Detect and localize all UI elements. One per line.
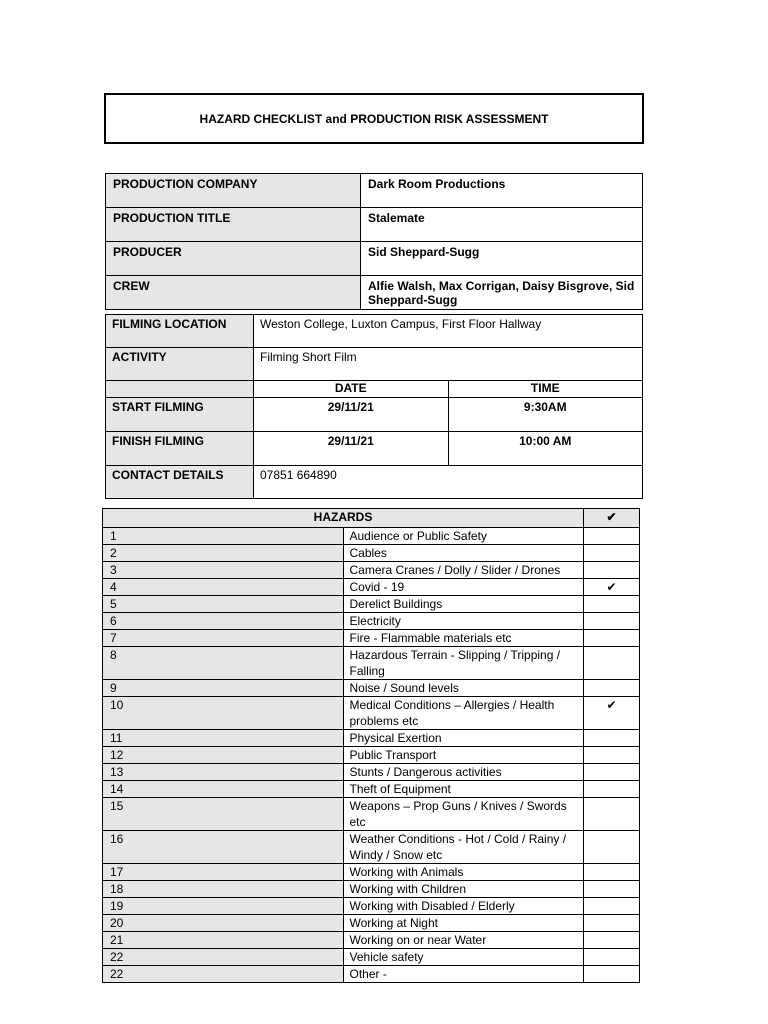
hazard-row — [103, 898, 640, 915]
activity-value: Filming Short Film — [254, 348, 643, 381]
hazard-check-cell — [584, 747, 640, 764]
hazard-check-cell — [584, 915, 640, 932]
hazard-check-cell — [584, 781, 640, 798]
hazard-number: 20 — [103, 915, 344, 932]
hazard-check-cell — [584, 613, 640, 630]
hazard-row — [103, 764, 640, 781]
hazard-description: Weapons – Prop Guns / Knives / Swords etc — [343, 798, 584, 831]
crew-value: Alfie Walsh, Max Corrigan, Daisy Bisgrove, Sid Sheppard-Sugg — [361, 276, 643, 310]
hazard-description: Derelict Buildings — [343, 596, 584, 613]
hazard-check-cell — [584, 680, 640, 697]
hazard-description: Theft of Equipment — [343, 781, 584, 798]
date-header: DATE — [254, 381, 449, 398]
start-filming-row — [106, 398, 643, 432]
hazard-number: 13 — [103, 764, 344, 781]
hazards-header-row — [103, 509, 640, 528]
hazard-description: Cables — [343, 545, 584, 562]
hazard-number: 14 — [103, 781, 344, 798]
hazards-table — [102, 508, 640, 983]
hazard-description: Other - — [343, 966, 584, 983]
finish-time: 10:00 AM — [448, 432, 643, 466]
hazard-check-cell — [584, 798, 640, 831]
hazard-description: Vehicle safety — [343, 949, 584, 966]
hazard-number: 8 — [103, 647, 344, 680]
production-row — [106, 242, 643, 276]
hazard-description: Public Transport — [343, 747, 584, 764]
producer-label: PRODUCER — [106, 242, 361, 276]
hazard-description: Fire - Flammable materials etc — [343, 630, 584, 647]
start-date: 29/11/21 — [254, 398, 449, 432]
hazard-check-cell — [584, 831, 640, 864]
hazard-description: Working with Children — [343, 881, 584, 898]
hazard-check-cell — [584, 545, 640, 562]
contact-details-row — [106, 466, 643, 499]
start-filming-label: START FILMING — [106, 398, 254, 432]
hazard-number: 11 — [103, 730, 344, 747]
hazard-number: 17 — [103, 864, 344, 881]
hazard-number: 12 — [103, 747, 344, 764]
production-company-value: Dark Room Productions — [361, 174, 643, 208]
hazard-row — [103, 579, 640, 596]
producer-value: Sid Sheppard-Sugg — [361, 242, 643, 276]
crew-label: CREW — [106, 276, 361, 310]
finish-filming-row — [106, 432, 643, 466]
header-spacer — [106, 381, 254, 398]
hazard-check-cell — [584, 898, 640, 915]
hazards-body — [103, 528, 640, 983]
hazard-row — [103, 630, 640, 647]
production-row — [106, 208, 643, 242]
hazard-number: 6 — [103, 613, 344, 630]
hazard-check-cell — [584, 864, 640, 881]
hazard-row — [103, 697, 640, 730]
finish-date: 29/11/21 — [254, 432, 449, 466]
hazard-description: Medical Conditions – Allergies / Health problems etc — [343, 697, 584, 730]
hazard-row — [103, 596, 640, 613]
activity-row — [106, 348, 643, 381]
hazard-description: Working at Night — [343, 915, 584, 932]
hazard-check-cell — [584, 630, 640, 647]
hazard-description: Electricity — [343, 613, 584, 630]
document-title: HAZARD CHECKLIST and PRODUCTION RISK ASSESSMENT — [104, 93, 644, 144]
hazard-row — [103, 545, 640, 562]
contact-details-value: 07851 664890 — [254, 466, 643, 499]
filming-location-value: Weston College, Luxton Campus, First Floor Hallway — [254, 315, 643, 348]
filming-location-label: FILMING LOCATION — [106, 315, 254, 348]
hazard-number: 15 — [103, 798, 344, 831]
hazard-row — [103, 831, 640, 864]
hazard-row — [103, 528, 640, 545]
contact-details-label: CONTACT DETAILS — [106, 466, 254, 499]
hazard-description: Stunts / Dangerous activities — [343, 764, 584, 781]
hazard-row — [103, 747, 640, 764]
hazard-description: Physical Exertion — [343, 730, 584, 747]
hazards-header: HAZARDS — [103, 509, 584, 528]
hazard-description: Weather Conditions - Hot / Cold / Rainy / Windy / Snow etc — [343, 831, 584, 864]
filming-location-row — [106, 315, 643, 348]
hazard-number: 21 — [103, 932, 344, 949]
filming-details-table — [105, 314, 643, 499]
production-row — [106, 276, 643, 310]
hazard-number: 18 — [103, 881, 344, 898]
production-title-label: PRODUCTION TITLE — [106, 208, 361, 242]
hazard-number: 7 — [103, 630, 344, 647]
hazard-description: Audience or Public Safety — [343, 528, 584, 545]
hazard-description: Noise / Sound levels — [343, 680, 584, 697]
hazard-description: Hazardous Terrain - Slipping / Tripping / Falling — [343, 647, 584, 680]
hazard-row — [103, 949, 640, 966]
time-header: TIME — [448, 381, 643, 398]
hazard-row — [103, 915, 640, 932]
hazard-check-cell — [584, 932, 640, 949]
hazard-check-cell — [584, 764, 640, 781]
hazard-number: 16 — [103, 831, 344, 864]
hazard-number: 3 — [103, 562, 344, 579]
production-title-value: Stalemate — [361, 208, 643, 242]
hazard-number: 22 — [103, 966, 344, 983]
hazard-row — [103, 613, 640, 630]
hazard-number: 2 — [103, 545, 344, 562]
hazard-row — [103, 680, 640, 697]
production-row — [106, 174, 643, 208]
finish-filming-label: FINISH FILMING — [106, 432, 254, 466]
hazard-check-cell: ✔ — [584, 697, 640, 730]
hazard-row — [103, 781, 640, 798]
hazard-row — [103, 730, 640, 747]
hazard-check-cell — [584, 562, 640, 579]
hazard-row — [103, 798, 640, 831]
date-time-header-row — [106, 381, 643, 398]
hazard-number: 1 — [103, 528, 344, 545]
hazard-description: Working on or near Water — [343, 932, 584, 949]
production-company-label: PRODUCTION COMPANY — [106, 174, 361, 208]
production-details-table — [105, 173, 643, 310]
hazard-description: Camera Cranes / Dolly / Slider / Drones — [343, 562, 584, 579]
check-column-header-icon: ✔ — [584, 509, 640, 528]
activity-label: ACTIVITY — [106, 348, 254, 381]
hazard-row — [103, 881, 640, 898]
start-time: 9:30AM — [448, 398, 643, 432]
hazard-row — [103, 966, 640, 983]
hazard-check-cell — [584, 966, 640, 983]
hazard-number: 22 — [103, 949, 344, 966]
hazard-description: Covid - 19 — [343, 579, 584, 596]
hazard-description: Working with Disabled / Elderly — [343, 898, 584, 915]
hazard-row — [103, 932, 640, 949]
hazard-number: 19 — [103, 898, 344, 915]
hazard-number: 9 — [103, 680, 344, 697]
hazard-description: Working with Animals — [343, 864, 584, 881]
hazard-number: 5 — [103, 596, 344, 613]
hazard-check-cell — [584, 881, 640, 898]
hazard-check-cell — [584, 528, 640, 545]
hazard-check-cell: ✔ — [584, 579, 640, 596]
hazard-check-cell — [584, 647, 640, 680]
hazard-row — [103, 562, 640, 579]
hazard-number: 10 — [103, 697, 344, 730]
hazard-row — [103, 864, 640, 881]
hazard-row — [103, 647, 640, 680]
hazard-number: 4 — [103, 579, 344, 596]
hazard-check-cell — [584, 730, 640, 747]
hazard-check-cell — [584, 596, 640, 613]
hazard-check-cell — [584, 949, 640, 966]
